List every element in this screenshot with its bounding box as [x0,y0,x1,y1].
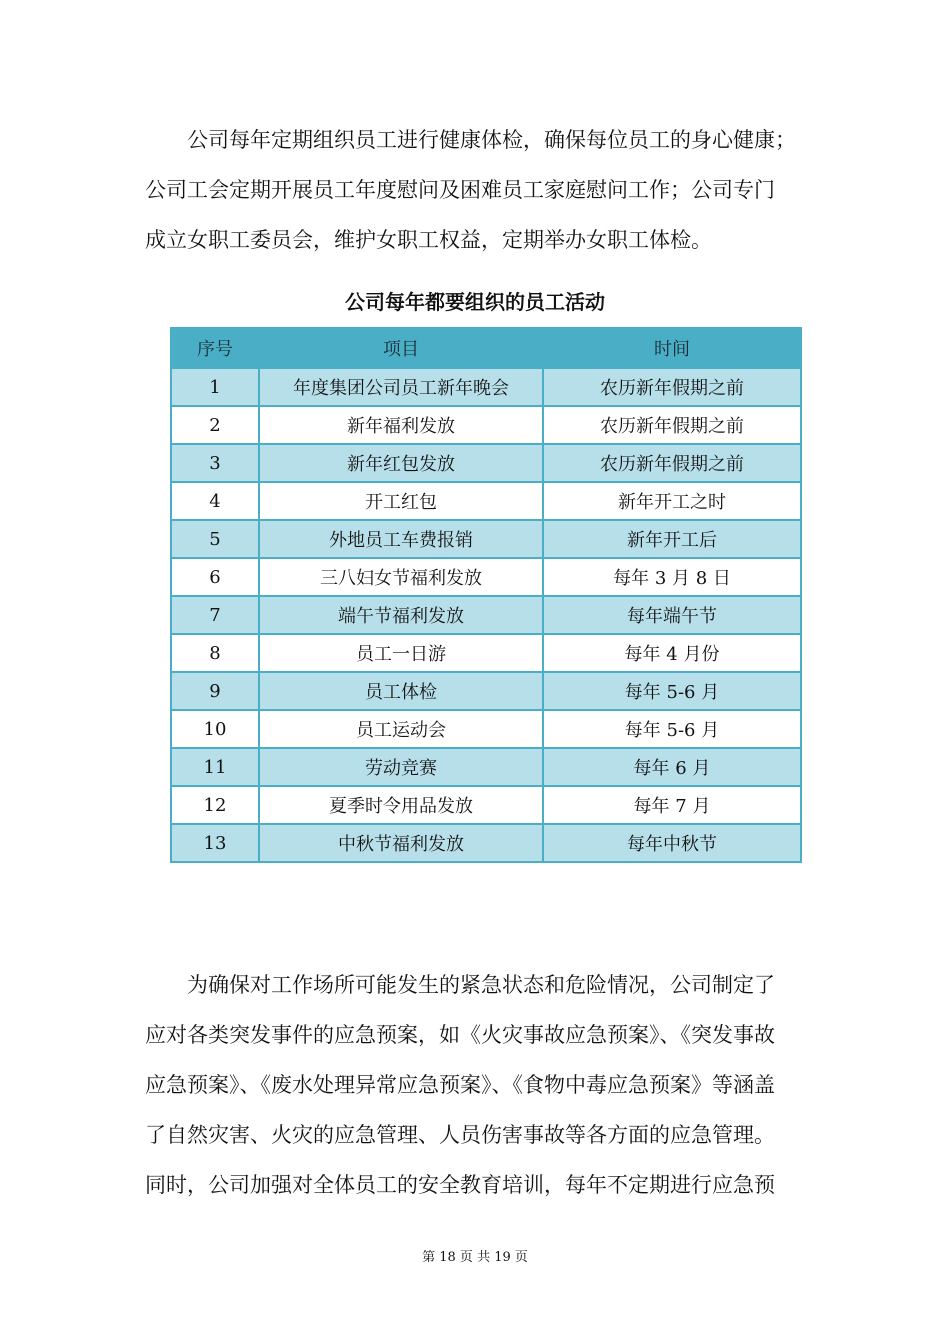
time-cell: 每年 7 月 [543,786,801,824]
index-cell: 4 [171,482,259,520]
table-row [171,368,801,406]
table-row [171,444,801,482]
time-cell: 每年端午节 [543,596,801,634]
item-cell: 员工一日游 [259,634,543,672]
index-cell: 2 [171,406,259,444]
item-cell: 新年福利发放 [259,406,543,444]
index-cell: 13 [171,824,259,862]
time-cell: 每年 5-6 月 [543,710,801,748]
time-cell: 新年开工后 [543,520,801,558]
header-time: 时间 [543,328,801,368]
paragraph-line: 为确保对工作场所可能发生的紧急状态和危险情况，公司制定了 [145,973,775,997]
time-cell: 每年 5-6 月 [543,672,801,710]
time-cell: 每年 3 月 8 日 [543,558,801,596]
table-row [171,634,801,672]
page-footer: 第 18 页 共 19 页 [422,1250,528,1265]
index-cell: 5 [171,520,259,558]
table-row [171,710,801,748]
table-row [171,748,801,786]
activities-table [170,327,802,863]
time-cell: 每年 6 月 [543,748,801,786]
paragraph-line: 同时，公司加强对全体员工的安全教育培训，每年不定期进行应急预 [145,1173,775,1197]
table-row [171,824,801,862]
item-cell: 劳动竞赛 [259,748,543,786]
item-cell: 年度集团公司员工新年晚会 [259,368,543,406]
header-item: 项目 [259,328,543,368]
time-cell: 农历新年假期之前 [543,444,801,482]
time-cell: 每年中秋节 [543,824,801,862]
header-index: 序号 [171,328,259,368]
paragraph-line: 公司工会定期开展员工年度慰问及困难员工家庭慰问工作；公司专门 [145,178,775,202]
index-cell: 11 [171,748,259,786]
table-title: 公司每年都要组织的员工活动 [345,290,605,314]
index-cell: 6 [171,558,259,596]
item-cell: 外地员工车费报销 [259,520,543,558]
item-cell: 中秋节福利发放 [259,824,543,862]
table-row [171,520,801,558]
index-cell: 12 [171,786,259,824]
time-cell: 农历新年假期之前 [543,368,801,406]
table-row [171,786,801,824]
index-cell: 3 [171,444,259,482]
table-row [171,406,801,444]
index-cell: 8 [171,634,259,672]
item-cell: 员工运动会 [259,710,543,748]
table-row [171,596,801,634]
paragraph-line: 了自然灾害、火灾的应急管理、人员伤害事故等各方面的应急管理。 [145,1123,775,1147]
paragraph-line: 成立女职工委员会，维护女职工权益，定期举办女职工体检。 [145,228,712,252]
item-cell: 开工红包 [259,482,543,520]
paragraph-line: 公司每年定期组织员工进行健康体检，确保每位员工的身心健康； [145,128,796,152]
table-row [171,558,801,596]
table-row [171,672,801,710]
item-cell: 三八妇女节福利发放 [259,558,543,596]
index-cell: 9 [171,672,259,710]
time-cell: 新年开工之时 [543,482,801,520]
item-cell: 夏季时令用品发放 [259,786,543,824]
paragraph-line: 应急预案》、《废水处理异常应急预案》、《食物中毒应急预案》等涵盖 [145,1073,775,1097]
time-cell: 农历新年假期之前 [543,406,801,444]
paragraph-line: 应对各类突发事件的应急预案，如《火灾事故应急预案》、《突发事故 [145,1023,775,1047]
index-cell: 10 [171,710,259,748]
index-cell: 7 [171,596,259,634]
table-row [171,482,801,520]
table-header-row [171,328,801,368]
item-cell: 端午节福利发放 [259,596,543,634]
item-cell: 员工体检 [259,672,543,710]
item-cell: 新年红包发放 [259,444,543,482]
index-cell: 1 [171,368,259,406]
time-cell: 每年 4 月份 [543,634,801,672]
